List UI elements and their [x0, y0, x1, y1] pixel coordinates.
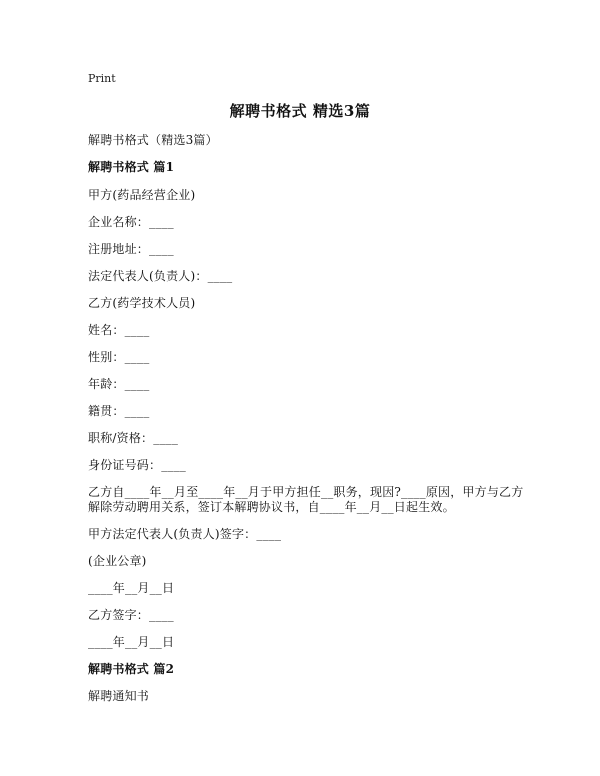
- hometown-field: 籍贯：____: [88, 404, 150, 418]
- party-a-signature-field: 甲方法定代表人(负责人)签字：____: [88, 527, 282, 541]
- title-qualification-field: 职称/资格：____: [88, 431, 179, 445]
- dismissal-notice-heading: 解聘通知书: [88, 689, 150, 703]
- registered-address-field: 注册地址：____: [88, 242, 174, 256]
- document-title: 解聘书格式 精选3篇: [229, 102, 371, 120]
- id-number-field: 身份证号码：____: [88, 458, 187, 472]
- gender-field: 性别：____: [88, 350, 150, 364]
- section-heading-1: 解聘书格式 篇1: [88, 160, 175, 174]
- age-field: 年龄：____: [88, 377, 150, 391]
- date-line-2: ____年__月__日: [88, 635, 175, 649]
- section-heading-2: 解聘书格式 篇2: [88, 662, 175, 676]
- company-name-field: 企业名称：____: [88, 215, 174, 229]
- name-field: 姓名：____: [88, 323, 150, 337]
- party-b-signature-field: 乙方签字：____: [88, 608, 174, 622]
- date-line-1: ____年__月__日: [88, 581, 175, 595]
- agreement-paragraph-line1: 乙方自____年__月至____年__月于甲方担任__职务，现因?____原因，甲方与乙方: [88, 485, 524, 499]
- company-seal-label: (企业公章): [88, 554, 147, 568]
- party-b-heading: 乙方(药学技术人员): [88, 296, 196, 310]
- legal-representative-field: 法定代表人(负责人)：____: [88, 269, 233, 283]
- party-a-heading: 甲方(药品经营企业): [88, 188, 196, 202]
- agreement-paragraph-line2: 解除劳动聘用关系，签订本解聘协议书，自____年__月__日起生效。: [88, 500, 455, 514]
- subtitle: 解聘书格式（精选3篇）: [88, 133, 218, 147]
- print-label[interactable]: Print: [88, 72, 116, 85]
